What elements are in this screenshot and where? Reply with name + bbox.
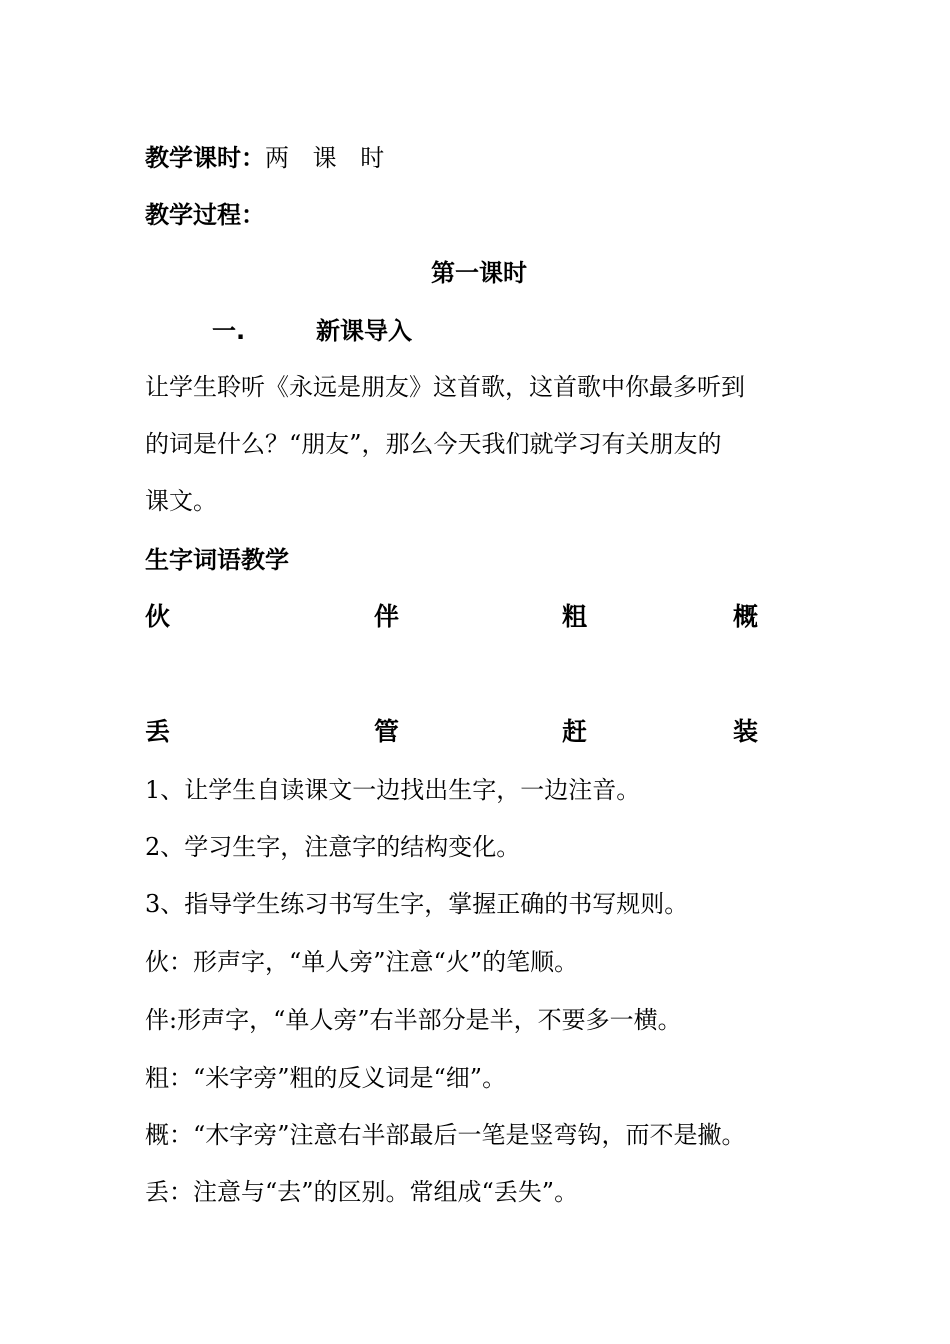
step-3: 3、指导学生练习书写生字，掌握正确的书写规则。 <box>145 890 689 918</box>
intro-paragraph-line-2: 的词是什么？“朋友”，那么今天我们就学习有关朋友的 <box>145 430 722 458</box>
vocab-heading: 生字词语教学 <box>145 546 289 574</box>
teaching-process-label: 教学过程： <box>145 201 265 229</box>
teaching-hours-line <box>145 143 392 173</box>
note-diu: 丢：注意与“去”的区别。常组成“丢失”。 <box>145 1178 579 1206</box>
teaching-hours-value: 两 课 时 <box>265 144 393 172</box>
section-one-number: 一. <box>212 317 246 345</box>
step-2: 2、学习生字，注意字的结构变化。 <box>145 833 521 861</box>
note-gai: 概：“木字旁”注意右半部最后一笔是竖弯钩，而不是撇。 <box>145 1121 746 1149</box>
vocab-char: 丢 <box>145 717 171 746</box>
vocab-char: 伙 <box>145 602 171 631</box>
vocab-char: 伴 <box>374 602 400 631</box>
vocab-char: 装 <box>733 717 759 746</box>
vocab-char: 概 <box>733 602 759 631</box>
vocab-char: 粗 <box>562 602 588 631</box>
vocab-char: 赶 <box>562 717 588 746</box>
intro-paragraph-line-1: 让学生聆听《永远是朋友》这首歌，这首歌中你最多听到 <box>145 373 745 401</box>
lesson-title: 第一课时 <box>431 259 527 287</box>
intro-paragraph-line-3: 课文。 <box>145 487 217 515</box>
section-one-title: 新课导入 <box>316 317 412 345</box>
step-1: 1、让学生自读课文一边找出生字，一边注音。 <box>145 776 641 804</box>
note-cu: 粗：“米字旁”粗的反义词是“细”。 <box>145 1064 507 1092</box>
note-huo: 伙：形声字，“单人旁”注意“火”的笔顺。 <box>145 948 579 976</box>
vocab-char: 管 <box>374 717 400 746</box>
note-ban: 伴:形声字，“单人旁”右半部分是半，不要多一横。 <box>145 1006 682 1034</box>
teaching-hours-label: 教学课时： <box>145 144 265 172</box>
